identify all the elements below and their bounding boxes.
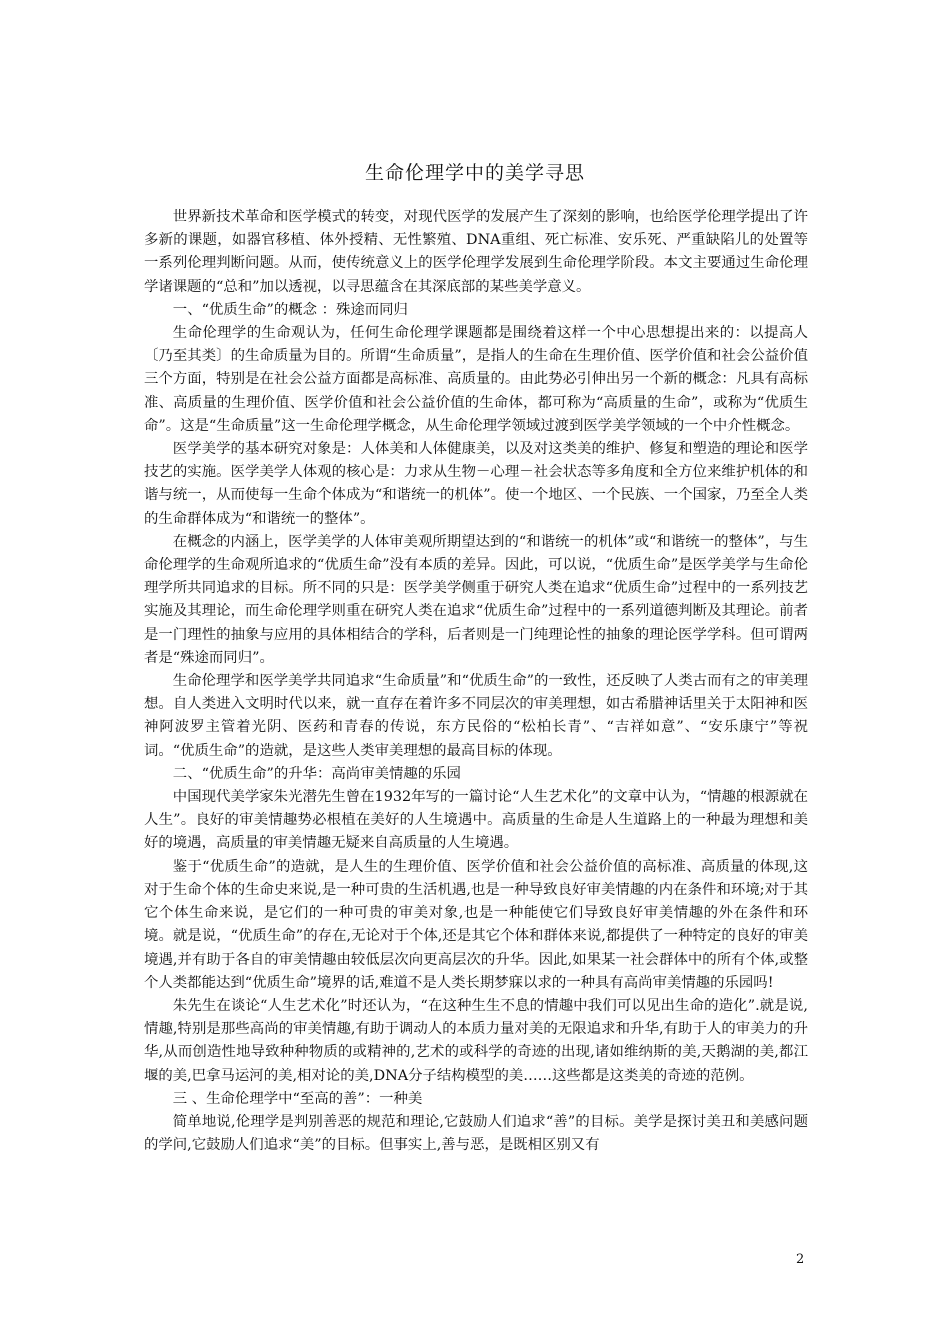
- document-body: [144, 206, 808, 1157]
- body-paragraph: 朱先生在谈论“人生艺术化”时还认为，“在这种生生不息的情趣中我们可以见出生命的造化”.就是说,情趣,特别是那些高尚的审美情趣,有助于调动人的本质力量对美的无限追求和升华,有助于人的审美力的升华,从而创造性地导致种种物质的或精神的,艺术的或科学的奇迹的出现,诸如维纳斯的美,天鹅湖的美,都江堰的美,巴拿马运河的美,相对论的美,DNA分子结构模型的美……这些都是这类美的奇迹的范例。: [144, 997, 808, 1084]
- intro-paragraph: 世界新技术革命和医学模式的转变，对现代医学的发展产生了深刻的影响，也给医学伦理学提出了许多新的课题，如器官移植、体外授精、无性繁殖、DNA重组、死亡标准、安乐死、严重缺陷儿的处置等一系列伦理判断问题。从而，使传统意义上的医学伦理学发展到生命伦理学阶段。本文主要通过生命伦理学诸课题的“总和”加以透视，以寻思蕴含在其深底部的某些美学意义。: [144, 209, 808, 295]
- section-heading-2: 二、“优质生命”的升华：高尚审美情趣的乐园: [172, 765, 461, 782]
- section-heading-3: 三 、生命伦理学中“至高的善”：一种美: [172, 1090, 423, 1107]
- body-paragraph: 医学美学的基本研究对象是：人体美和人体健康美，以及对这类美的维护、修复和塑造的理论和医学技艺的实施。医学美学人体观的核心是：力求从生物－心理－社会状态等多角度和全方位来维护机体的和谐与统一，从而使每一生命个体成为“和谐统一的机体”。使一个地区、一个民族、一个国家，乃至全人类的生命群体成为“和谐统一的整体”。: [144, 441, 808, 527]
- body-paragraph: 生命伦理学的生命观认为，任何生命伦理学课题都是围绕着这样一个中心思想提出来的：以提高人〔乃至其类〕的生命质量为目的。所谓“生命质量”，是指人的生命在生理价值、医学价值和社会公益价值三个方面，特别是在社会公益方面都是高标准、高质量的。由此势必引伸出另一个新的概念：凡具有高标准、高质量的生理价值、医学价值和社会公益价值的生命体，都可称为“高质量的生命”，或称为“优质生命”。这是“生命质量”这一生命伦理学概念，从生命伦理学领域过渡到医学美学领域的一个中介性概念。: [144, 325, 808, 434]
- body-paragraph: 简单地说,伦理学是判别善恶的规范和理论,它鼓励人们追求“善”的目标。美学是探讨美丑和美感问题的学问,它鼓励人们追求“美”的目标。但事实上,善与恶，是既相区别又有: [144, 1113, 808, 1154]
- section-heading-1: 一、“优质生命”的概念 ：殊途而同归: [172, 301, 408, 318]
- body-paragraph: 生命伦理学和医学美学共同追求“生命质量”和“优质生命”的一致性，还反映了人类古而有之的审美理想。自人类进入文明时代以来，就一直存在着许多不同层次的审美理想，如古希腊神话里关于太阳神和医神阿波罗主管着光阴、医药和青春的传说，东方民俗的“松柏长青”、“吉祥如意”、“安乐康宁”等祝词。“优质生命”的造就，是这些人类审美理想的最高目标的体现。: [144, 673, 808, 759]
- document-title: 生命伦理学中的美学寻思: [364, 162, 585, 184]
- page-number: 2: [796, 1252, 805, 1267]
- body-paragraph: 鉴于“优质生命”的造就，是人生的生理价值、医学价值和社会公益价值的高标准、高质量的体现,这对于生命个体的生命史来说,是一种可贵的生活机遇,也是一种导致良好审美情趣的内在条件和环境;对于其它个体生命来说，是它们的一种可贵的审美对象,也是一种能使它们导致良好审美情趣的外在条件和环境。就是说，“优质生命”的存在,无论对于个体,还是其它个体和群体来说,都提供了一种特定的良好的审美境遇,并有助于各自的审美情趣由较低层次向更高层次的升华。因此,如果某一社会群体中的所有个体,或整个人类都能达到“优质生命”境界的话,难道不是人类长期梦寐以求的一种具有高尚审美情趣的乐园吗!: [144, 858, 808, 991]
- body-paragraph: 中国现代美学家朱光潜先生曾在1932年写的一篇讨论“人生艺术化”的文章中认为，“情趣的根源就在人生”。良好的审美情趣势必根植在美好的人生境遇中。高质量的生命是人生道路上的一种最为理想和美好的境遇，高质量的审美情趣无疑来自高质量的人生境遇。: [144, 789, 808, 852]
- body-paragraph: 在概念的内涵上，医学美学的人体审美观所期望达到的“和谐统一的机体”或“和谐统一的整体”，与生命伦理学的生命观所追求的“优质生命”没有本质的差异。因此，可以说，“优质生命”是医学美学与生命伦理学所共同追求的目标。所不同的只是：医学美学侧重于研究人类在追求“优质生命”过程中的一系列技艺实施及其理论，而生命伦理学则重在研究人类在追求“优质生命”过程中的一系列道德判断及其理论。前者是一门理性的抽象与应用的具体相结合的学科，后者则是一门纯理论性的抽象的理论医学学科。但可谓两者是“殊途而同归”。: [144, 533, 808, 666]
